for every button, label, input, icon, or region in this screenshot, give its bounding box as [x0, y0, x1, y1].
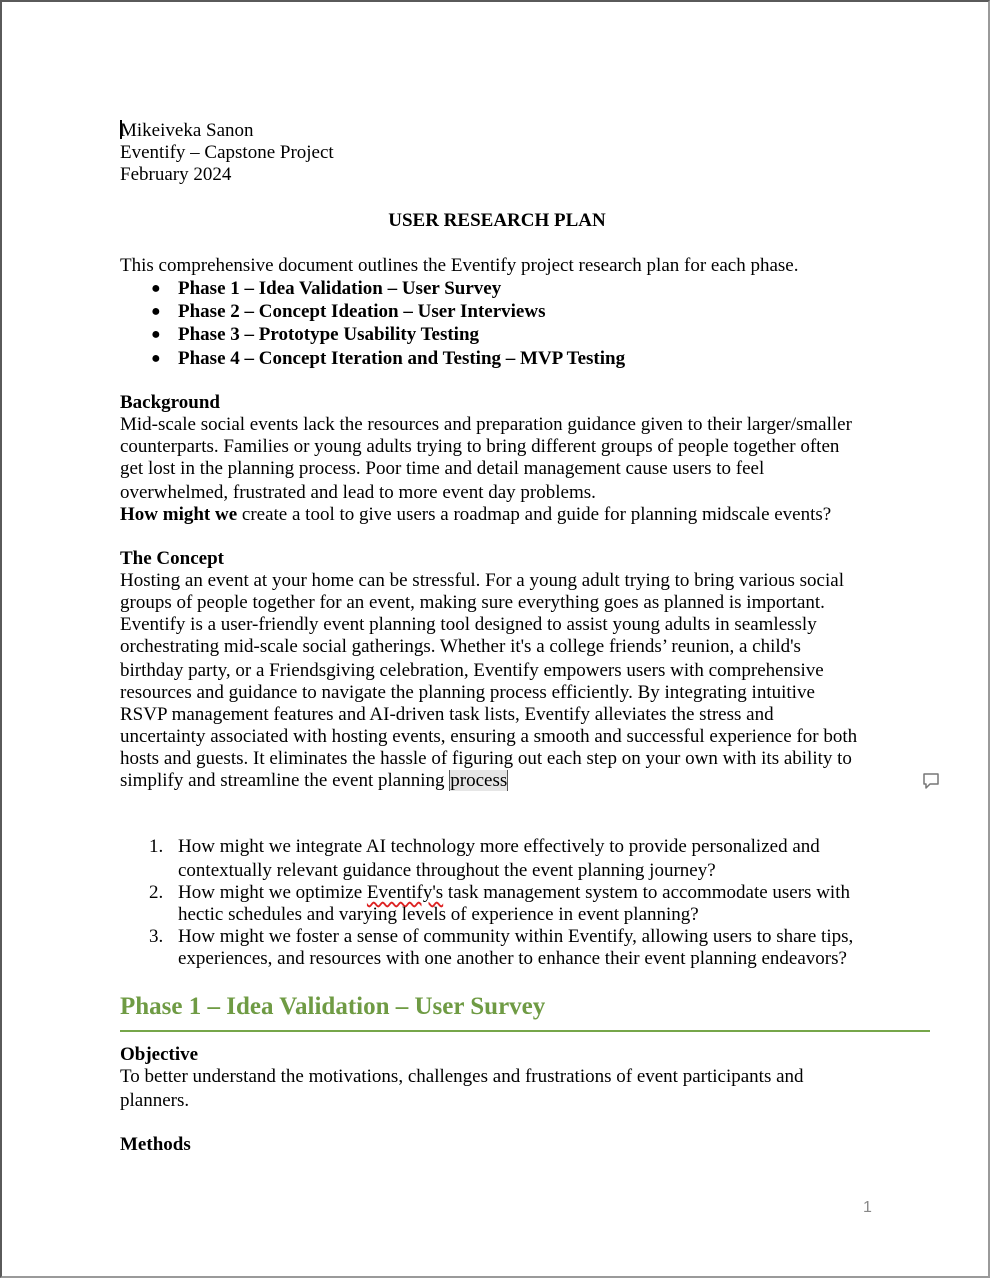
bullet-icon: ● — [151, 303, 161, 320]
background-text: counterparts. Families or young adults trying to bring different groups of people together often — [120, 436, 840, 457]
phase-list-item: Phase 4 – Concept Iteration and Testing – MVP Testing — [178, 348, 626, 369]
phase-list-item: Phase 3 – Prototype Usability Testing — [178, 324, 480, 345]
background-heading: Background — [120, 392, 220, 413]
phase-list-item: Phase 1 – Idea Validation – User Survey — [178, 278, 502, 299]
project-line: Eventify – Capstone Project — [120, 142, 334, 163]
concept-heading: The Concept — [120, 548, 224, 569]
page-number: 1 — [863, 1199, 872, 1216]
concept-text: groups of people together for an event, making sure everything goes as planned is important. — [120, 592, 825, 613]
methods-heading: Methods — [120, 1134, 191, 1155]
phase1-heading: Phase 1 – Idea Validation – User Survey — [120, 993, 546, 1020]
spelling-error[interactable]: Eventify's — [366, 882, 444, 903]
author-line: Mikeiveka Sanon — [120, 120, 254, 141]
objective-text: To better understand the motivations, challenges and frustrations of event participants and — [120, 1066, 804, 1087]
background-text: overwhelmed, frustrated and lead to more event day problems. — [120, 482, 596, 503]
objective-text: planners. — [120, 1090, 190, 1111]
question-number: 1. — [149, 836, 164, 857]
concept-text: simplify and streamline the event planning process — [120, 770, 508, 791]
phase-list-item: Phase 2 – Concept Ideation – User Interviews — [178, 301, 546, 322]
background-text: get lost in the planning process. Poor time and detail management cause users to feel — [120, 458, 765, 479]
background-text: Mid-scale social events lack the resources and preparation guidance given to their larger/smaller — [120, 414, 852, 435]
concept-text: orchestrating mid-scale social gatherings. Whether it's a college friends’ reunion, a child's — [120, 636, 801, 657]
bullet-icon: ● — [151, 326, 161, 343]
question-text: contextually relevant guidance throughout the event planning journey? — [178, 860, 716, 881]
objective-heading: Objective — [120, 1044, 199, 1065]
bullet-icon: ● — [151, 350, 161, 367]
bullet-icon: ● — [151, 280, 161, 297]
hmw-statement: How might we create a tool to give users a roadmap and guide for planning midscale events? — [120, 504, 832, 525]
concept-text: Eventify is a user-friendly event planning tool designed to assist young adults in seamlessly — [120, 614, 817, 635]
concept-text: resources and guidance to navigate the planning process efficiently. By integrating intuitive — [120, 682, 815, 703]
question-text: experiences, and resources with one another to enhance their event planning endeavors? — [178, 948, 847, 969]
intro-text: This comprehensive document outlines the Eventify project research plan for each phase. — [120, 255, 799, 276]
commented-text[interactable]: process — [450, 770, 508, 791]
date-line: February 2024 — [120, 164, 232, 185]
question-text: How might we optimize Eventify's task management system to accommodate users with — [178, 882, 850, 903]
concept-text: hosts and guests. It eliminates the hassle of figuring out each step on your own with its ability to — [120, 748, 852, 769]
question-text: How might we integrate AI technology more effectively to provide personalized and — [178, 836, 820, 857]
question-number: 3. — [149, 926, 164, 947]
comment-icon[interactable] — [922, 772, 940, 790]
question-number: 2. — [149, 882, 164, 903]
heading-rule — [120, 1030, 930, 1032]
concept-text: RSVP management features and AI-driven task lists, Eventify alleviates the stress and — [120, 704, 774, 725]
question-text: How might we foster a sense of community within Eventify, allowing users to share tips, — [178, 926, 854, 947]
concept-text: Hosting an event at your home can be stressful. For a young adult trying to bring various social — [120, 570, 844, 591]
question-text: hectic schedules and varying levels of experience in event planning? — [178, 904, 699, 925]
concept-text: birthday party, or a Friendsgiving celebration, Eventify empowers users with comprehensive — [120, 660, 824, 681]
document-title: USER RESEARCH PLAN — [388, 210, 606, 231]
concept-text: uncertainty associated with hosting events, ensuring a smooth and successful experience for both — [120, 726, 858, 747]
